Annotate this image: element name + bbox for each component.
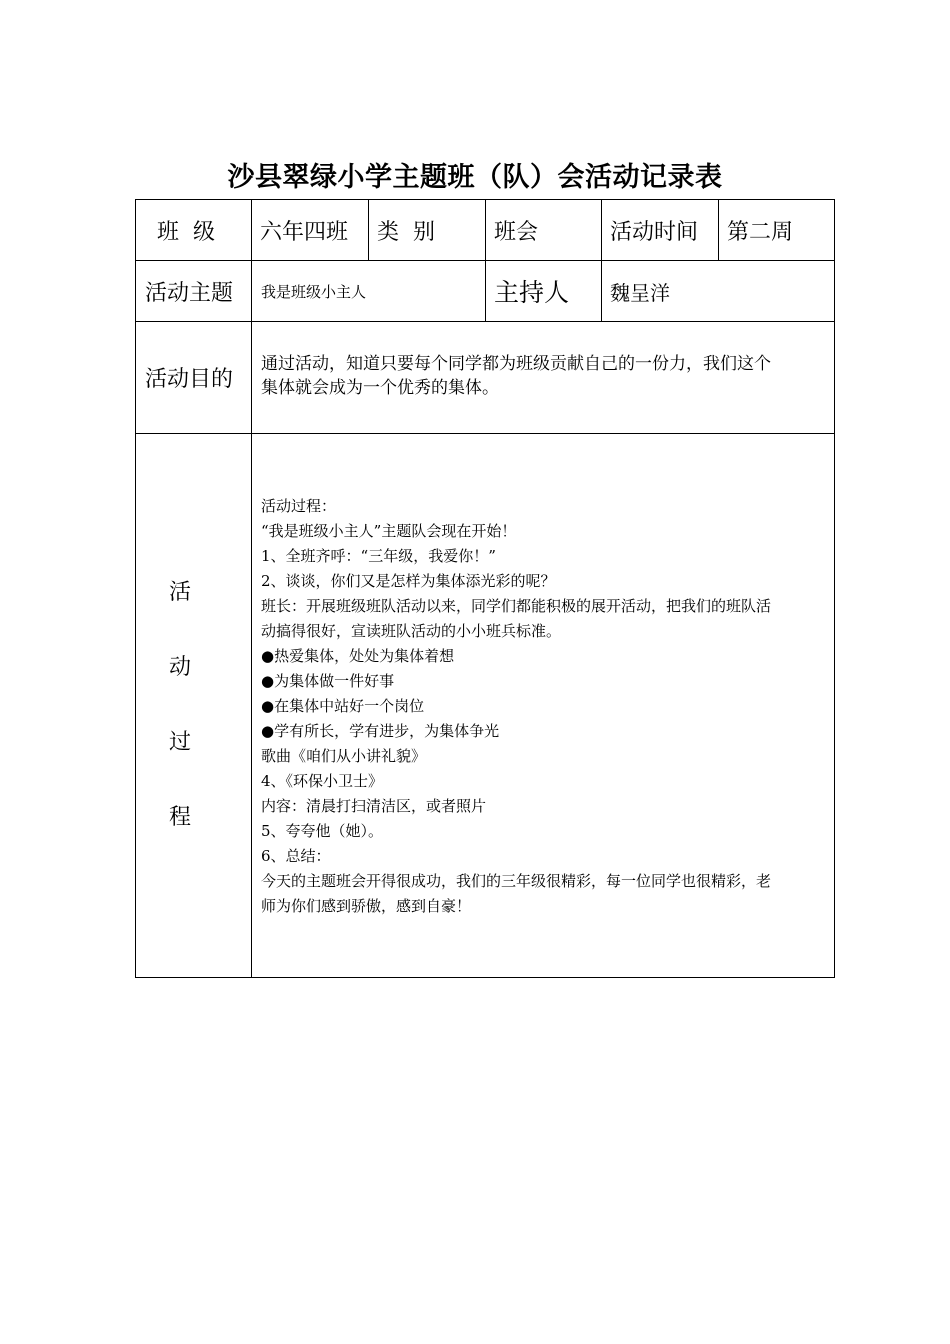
process-line: 5、夸夸他（她）。	[261, 822, 384, 840]
host-value: 魏呈洋	[610, 280, 670, 305]
process-line: 1、全班齐呼：“三年级，我爱你！”	[261, 547, 496, 565]
process-line: 歌曲《咱们从小讲礼貌》	[261, 747, 427, 765]
theme-label: 活动主题	[145, 280, 234, 306]
purpose-text	[261, 352, 831, 400]
process-label-char: 活	[168, 580, 191, 605]
process-line: 今天的主题班会开得很成功，我们的三年级很精彩，每一位同学也很精彩，老	[261, 872, 772, 890]
table-border-right	[834, 199, 835, 978]
process-line: ●热爱集体，处处为集体着想	[261, 647, 455, 665]
host-label: 主持人	[494, 278, 570, 307]
table-border-bottom	[135, 977, 835, 978]
column-divider	[718, 199, 719, 261]
activity-time-value: 第二周	[727, 219, 794, 245]
column-divider	[601, 199, 602, 322]
column-divider	[485, 199, 486, 322]
process-label-char: 程	[168, 805, 191, 830]
process-line: 6、总结：	[261, 847, 331, 865]
process-line: 动搞得很好，宣读班队活动的小小班兵标准。	[261, 622, 562, 640]
process-line: ●为集体做一件好事	[261, 672, 395, 690]
category-label: 类 别	[377, 219, 435, 245]
process-label	[136, 575, 224, 875]
process-line: ●学有所长，学有进步，为集体争光	[261, 722, 500, 740]
process-line: 活动过程：	[261, 497, 337, 515]
activity-time-label: 活动时间	[610, 219, 699, 245]
theme-value: 我是班级小主人	[261, 282, 367, 301]
process-line: ●在集体中站好一个岗位	[261, 697, 425, 715]
row-divider	[135, 433, 835, 434]
process-line: 班长：开展班级班队活动以来，同学们都能积极的展开活动，把我们的班队活	[261, 597, 772, 615]
class-value: 六年四班	[260, 219, 349, 245]
purpose-line: 通过活动，知道只要每个同学都为班级贡献自己的一份力，我们这个	[261, 354, 771, 374]
process-line: 内容：清晨打扫清洁区，或者照片	[261, 797, 487, 815]
process-line: 师为你们感到骄傲，感到自豪！	[261, 897, 472, 915]
category-value: 班会	[494, 219, 539, 245]
page-title: 沙县翠绿小学主题班（队）会活动记录表	[227, 162, 723, 193]
purpose-label: 活动目的	[145, 367, 234, 392]
process-text	[261, 494, 831, 919]
process-line: 2、谈谈，你们又是怎样为集体添光彩的呢？	[261, 572, 556, 590]
process-label-char: 过	[168, 730, 191, 755]
class-label: 班 级	[157, 219, 215, 245]
process-label-char: 动	[168, 655, 191, 680]
column-divider	[368, 199, 369, 261]
purpose-line: 集体就会成为一个优秀的集体。	[261, 378, 499, 398]
process-line: 4、《环保小卫士》	[261, 772, 384, 790]
process-line: “我是班级小主人”主题队会现在开始！	[261, 522, 517, 540]
column-divider	[251, 199, 252, 978]
